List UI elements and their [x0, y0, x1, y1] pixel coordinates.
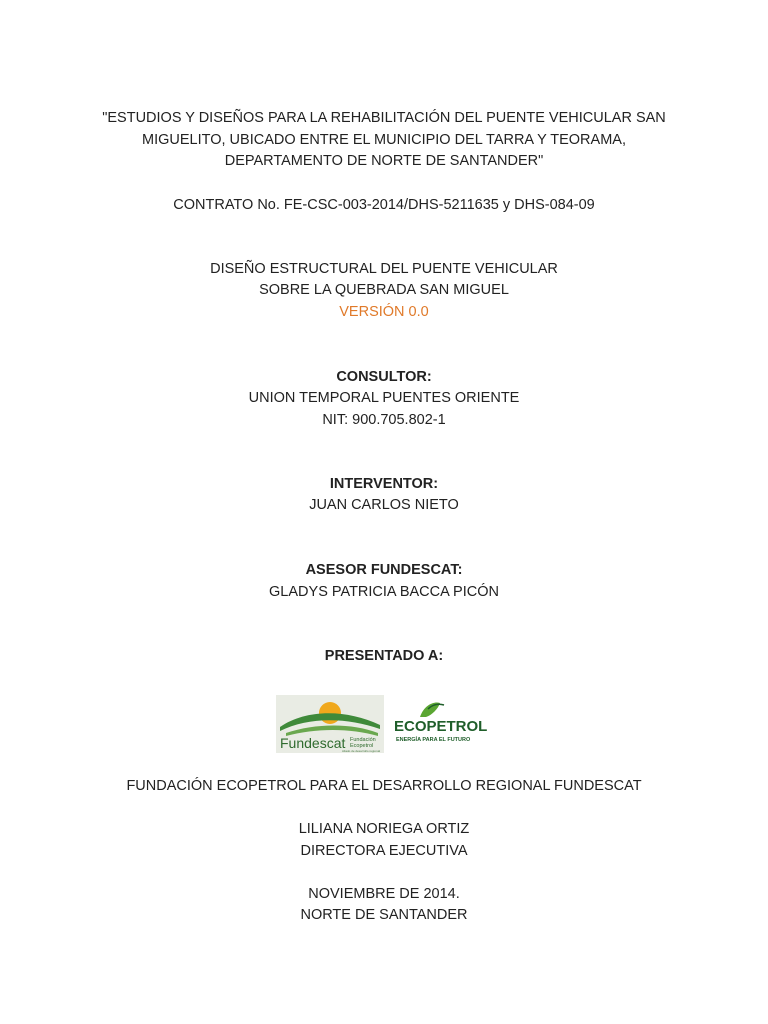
sun-shape	[319, 702, 341, 724]
ecopetrol-tagline: ENERGÍA PARA EL FUTURO	[396, 737, 471, 743]
design-line-2: SOBRE LA QUEBRADA SAN MIGUEL	[259, 282, 509, 298]
director-role: DIRECTORA EJECUTIVA	[300, 843, 468, 859]
organization-name: FUNDACIÓN ECOPETROL PARA EL DESARROLLO REGIONAL FUNDESCAT	[126, 778, 642, 794]
ecopetrol-name: ECOPETROL	[394, 718, 488, 735]
fundescat-sub-1: Fundación	[350, 737, 376, 743]
title-line-3: DEPARTAMENTO DE NORTE DE SANTANDER"	[224, 153, 544, 169]
contract-number: CONTRATO No. FE-CSC-003-2014/DHS-5211635 y DHS-084-09	[173, 197, 595, 213]
fundescat-logo-graphic	[276, 695, 384, 753]
version-label: VERSIÓN 0.0	[339, 304, 429, 320]
fundescat-tagline: Aliado de desarrollo regional	[342, 749, 381, 753]
director-name: LILIANA NORIEGA ORTIZ	[298, 821, 470, 837]
interventor-name: JUAN CARLOS NIETO	[309, 497, 459, 513]
ecopetrol-logo-graphic	[388, 695, 498, 753]
asesor-heading: ASESOR FUNDESCAT:	[305, 562, 463, 578]
ecopetrol-logo	[388, 695, 498, 753]
consultor-nit: NIT: 900.705.802-1	[322, 412, 446, 428]
asesor-name: GLADYS PATRICIA BACCA PICÓN	[269, 584, 499, 600]
presented-heading: PRESENTADO A:	[324, 648, 444, 664]
fundescat-name: Fundescat	[280, 735, 346, 751]
fundescat-logo	[276, 695, 384, 753]
title-line-2: MIGUELITO, UBICADO ENTRE EL MUNICIPIO DEL TARRA Y TEORAMA,	[142, 132, 626, 148]
fundescat-sub-2: Ecopetrol	[350, 743, 374, 749]
consultor-heading: CONSULTOR:	[336, 369, 432, 385]
footer-place: NORTE DE SANTANDER	[300, 907, 468, 923]
footer-date: NOVIEMBRE DE 2014.	[308, 886, 460, 902]
consultor-name: UNION TEMPORAL PUENTES ORIENTE	[248, 390, 520, 406]
design-line-1: DISEÑO ESTRUCTURAL DEL PUENTE VEHICULAR	[210, 261, 558, 277]
interventor-heading: INTERVENTOR:	[329, 476, 439, 492]
logos	[276, 693, 496, 755]
title-line-1: "ESTUDIOS Y DISEÑOS PARA LA REHABILITACIÓN DEL PUENTE VEHICULAR SAN	[102, 110, 666, 126]
